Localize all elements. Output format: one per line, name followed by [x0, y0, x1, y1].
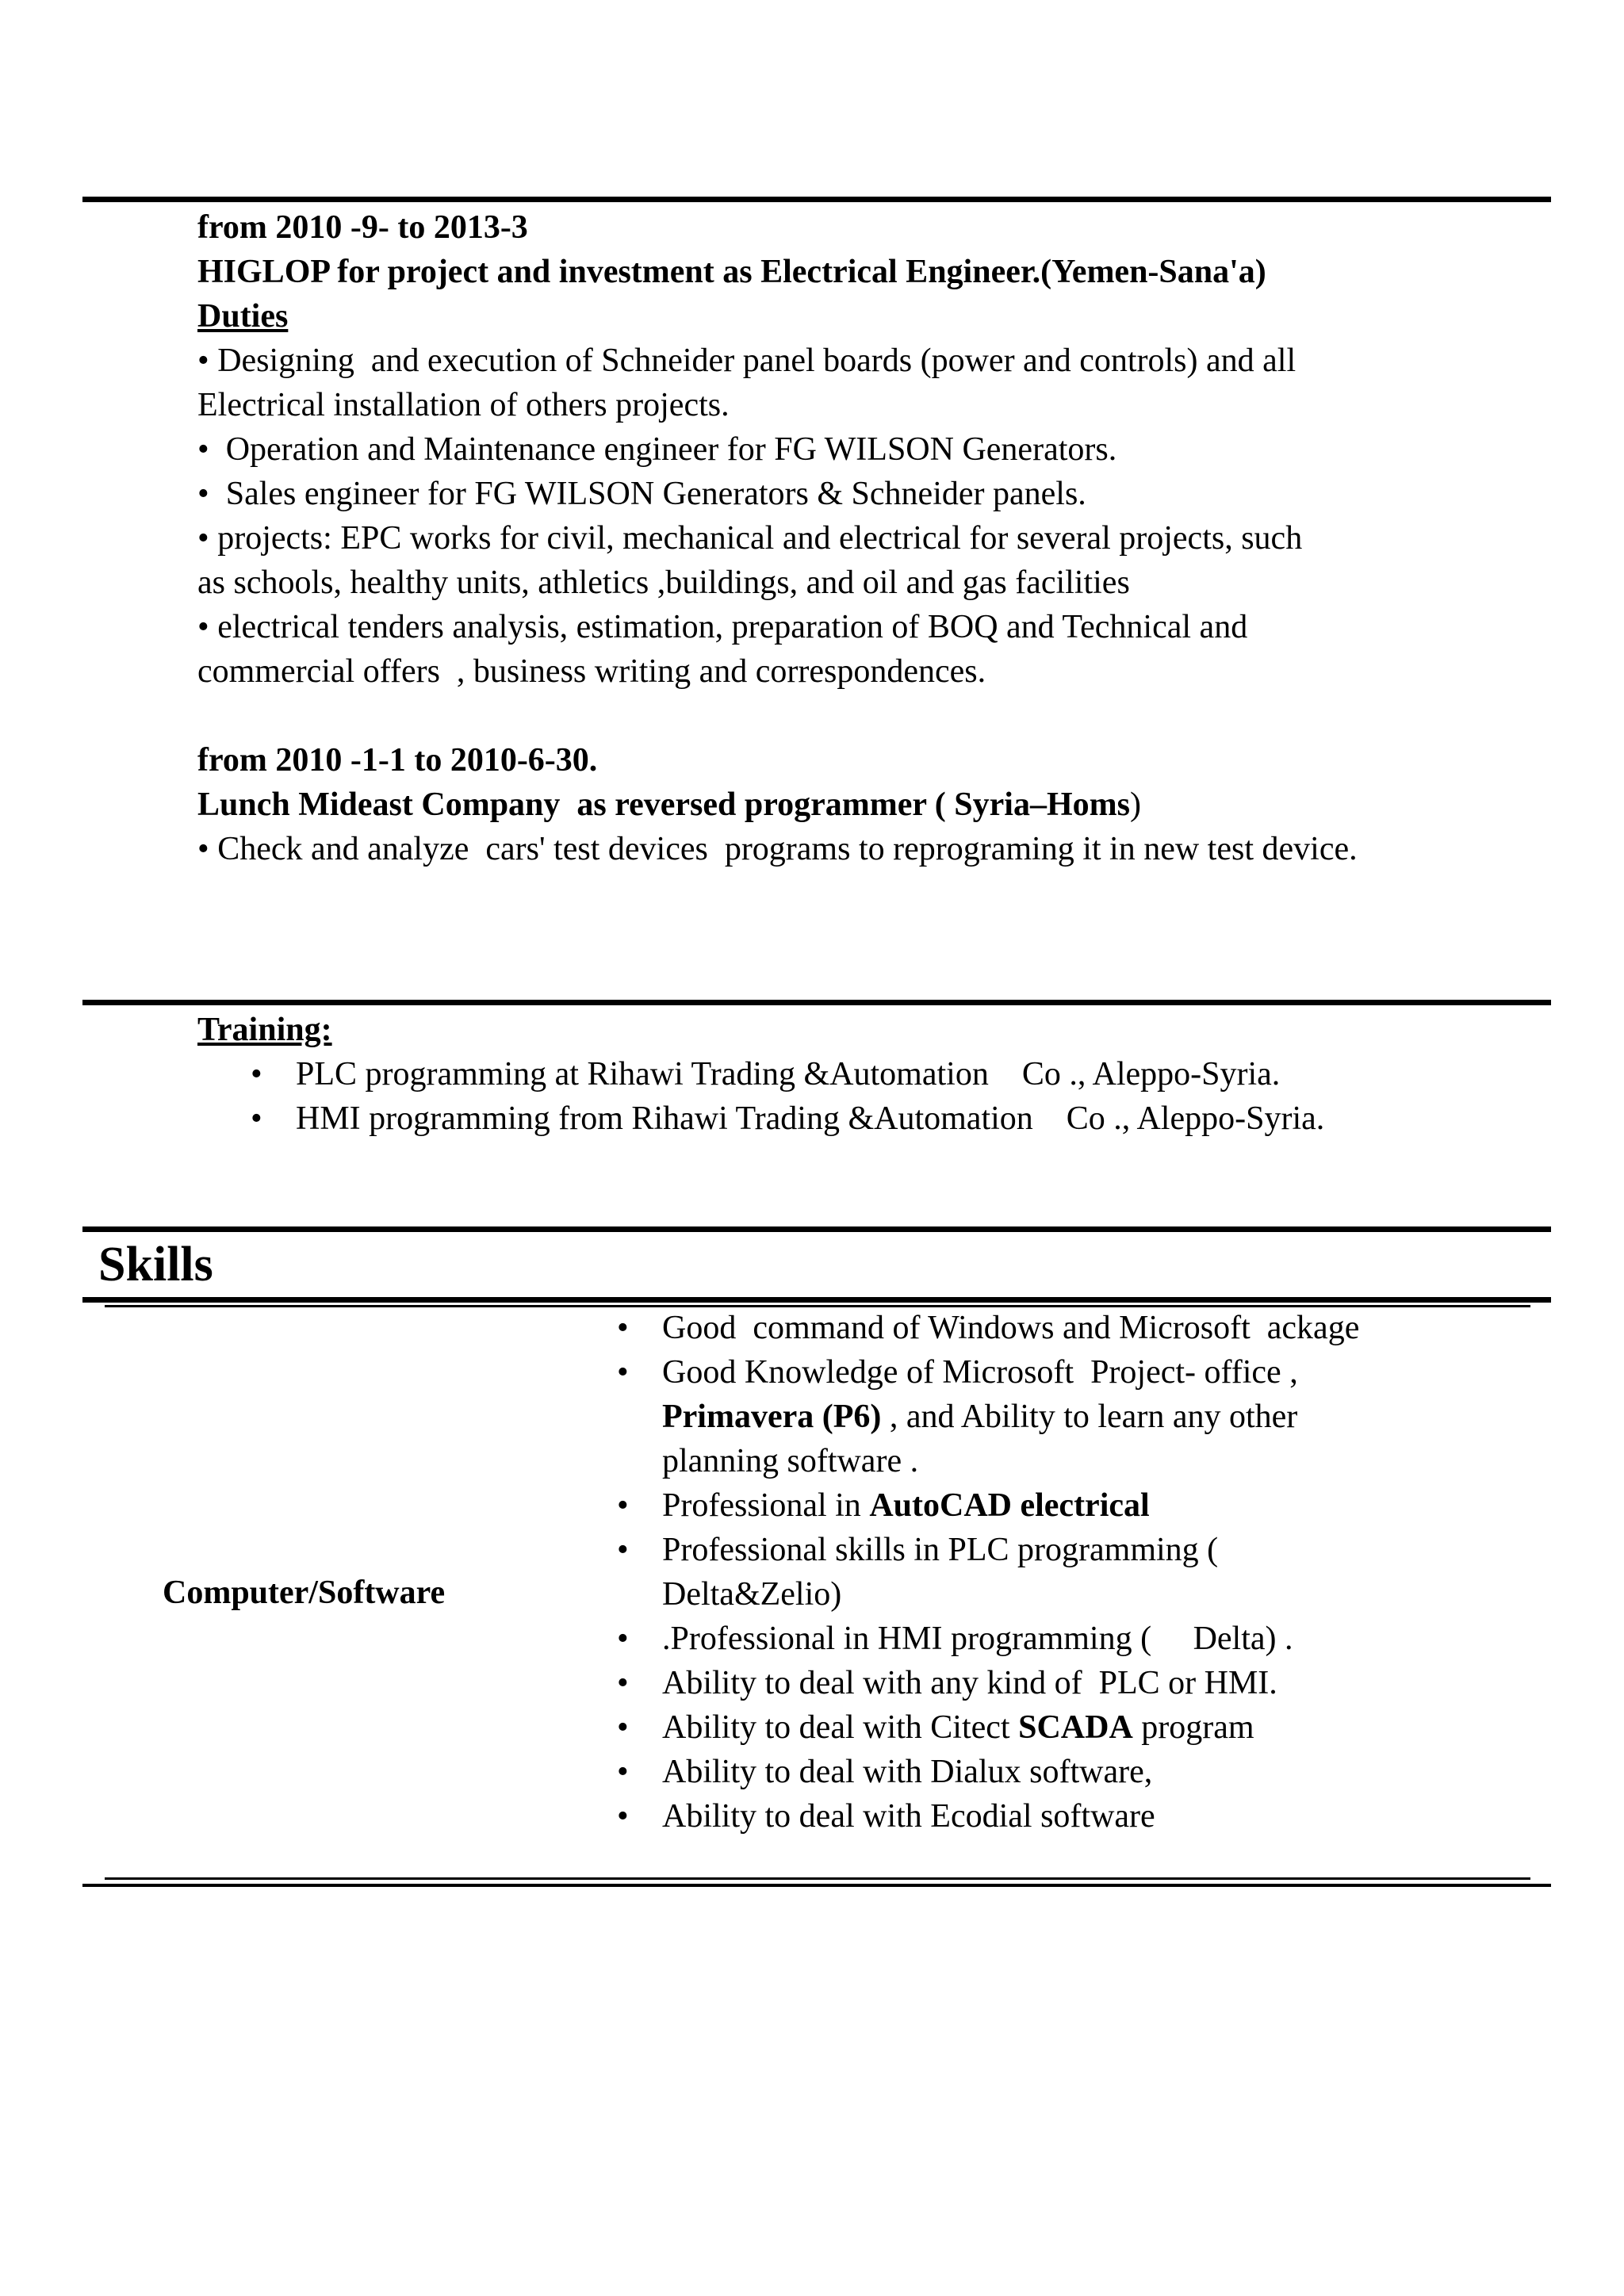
bullet-icon: •: [617, 1532, 629, 1568]
experience-1-duty-line: • Sales engineer for FG WILSON Generators & Schneider panels.: [197, 476, 1086, 512]
bullet-icon: •: [251, 1100, 262, 1137]
experience-2-period: from 2010 -1-1 to 2010-6-30.: [197, 742, 598, 779]
skill-item-continuation: planning software .: [662, 1443, 919, 1479]
experience-1-duty-line: Electrical installation of others projects.: [197, 387, 730, 423]
experience-1-duty-line: commercial offers , business writing and correspondences.: [197, 653, 986, 690]
experience-1-duties-heading: Duties: [197, 298, 289, 335]
experience-1-duty-line: • Operation and Maintenance engineer for FG WILSON Generators.: [197, 431, 1117, 468]
skill-bold-text: Primavera (P6): [662, 1399, 882, 1435]
skills-table-bottom-border: [105, 1877, 1530, 1880]
training-item: PLC programming at Rihawi Trading &Automation Co ., Aleppo-Syria.: [296, 1056, 1281, 1093]
experience-1-period: from 2010 -9- to 2013-3: [197, 209, 528, 246]
skill-item: Professional skills in PLC programming (: [662, 1532, 1219, 1568]
training-item: HMI programming from Rihawi Trading &Automation Co ., Aleppo-Syria.: [296, 1100, 1325, 1137]
bullet-icon: •: [617, 1621, 629, 1657]
experience-1-duty-line: • Designing and execution of Schneider panel boards (power and controls) and all: [197, 342, 1297, 379]
experience-1-duty-line: as schools, healthy units, athletics ,buildings, and oil and gas facilities: [197, 564, 1130, 601]
section-divider-top: [82, 197, 1551, 202]
experience-2-title-line: [197, 783, 1141, 827]
bullet-icon: •: [617, 1665, 629, 1701]
skill-category-label: Computer/Software: [163, 1575, 446, 1611]
skill-item-continuation: [662, 1395, 1297, 1439]
skill-bold-text: SCADA: [1018, 1709, 1133, 1746]
experience-1-duty-line: • projects: EPC works for civil, mechanical and electrical for several projects, such: [197, 520, 1303, 557]
skill-item: .Professional in HMI programming ( Delta) .: [662, 1621, 1293, 1657]
skill-item: Ability to deal with Ecodial software: [662, 1798, 1155, 1835]
skill-item: Good command of Windows and Microsoft ackage: [662, 1310, 1360, 1346]
bullet-icon: •: [617, 1709, 629, 1746]
experience-1-duty-line: • electrical tenders analysis, estimation, preparation of BOQ and Technical and: [197, 609, 1248, 645]
training-heading: Training:: [197, 1012, 332, 1048]
skill-text: , and Ability to learn any other: [881, 1399, 1298, 1435]
bullet-icon: •: [617, 1798, 629, 1835]
bullet-icon: •: [617, 1310, 629, 1346]
bullet-icon: •: [617, 1754, 629, 1790]
bullet-icon: •: [251, 1056, 262, 1093]
skill-item: [662, 1705, 1254, 1750]
experience-1-title: HIGLOP for project and investment as Electrical Engineer.(Yemen-Sana'a): [197, 254, 1266, 290]
skill-bold-text: AutoCAD electrical: [869, 1487, 1150, 1524]
section-divider-bottom: [82, 1884, 1551, 1887]
experience-2-title-tail: ): [1129, 786, 1141, 823]
skill-text: program: [1132, 1709, 1254, 1746]
bullet-icon: •: [617, 1354, 629, 1391]
experience-2-duty-line: • Check and analyze cars' test devices programs to reprograming it in new test device.: [197, 831, 1358, 867]
skill-text: Professional in: [662, 1487, 870, 1524]
skill-item: Good Knowledge of Microsoft Project- office ,: [662, 1354, 1298, 1391]
experience-2-title: Lunch Mideast Company as reversed programmer ( Syria–Homs: [197, 786, 1130, 823]
skills-heading-underline: [82, 1297, 1551, 1303]
section-divider-skills: [82, 1226, 1551, 1232]
skill-item: Ability to deal with any kind of PLC or HMI.: [662, 1665, 1277, 1701]
bullet-icon: •: [617, 1487, 629, 1524]
skill-item-continuation: Delta&Zelio): [662, 1576, 842, 1613]
skill-item: [662, 1483, 1150, 1528]
skills-heading: Skills: [98, 1238, 213, 1292]
section-divider-training: [82, 1000, 1551, 1005]
skill-text: Ability to deal with Citect: [662, 1709, 1019, 1746]
skill-item: Ability to deal with Dialux software,: [662, 1754, 1153, 1790]
